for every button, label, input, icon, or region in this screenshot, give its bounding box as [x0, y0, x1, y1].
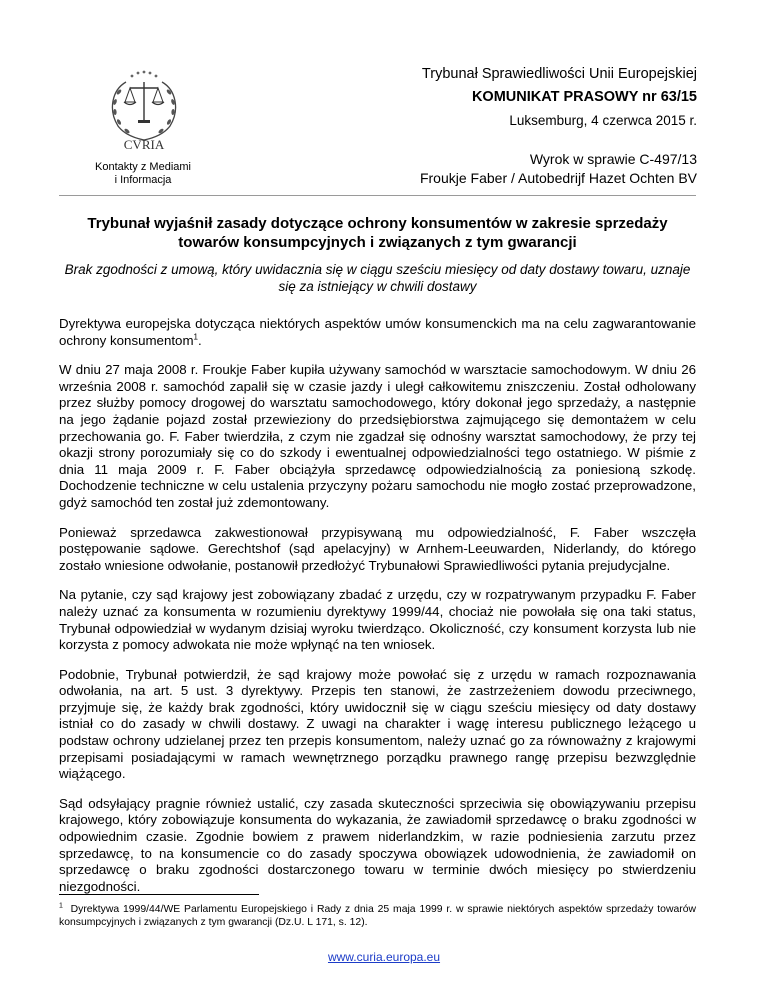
footnote-ref: 1	[193, 332, 198, 342]
case-parties: Froukje Faber / Autobedrijf Hazet Ochten BV	[419, 170, 697, 186]
headline: Trybunał wyjaśnił zasady dotyczące ochrony konsumentów w zakresie sprzedaży towarów konsumpcyjnych i związanych z tym gwarancji	[87, 215, 668, 251]
curia-logo	[86, 62, 202, 158]
paragraph-6: Sąd odsyłający pragnie również ustalić, czy zasada skuteczności sprzeciwia się obowiązywaniu przepisu krajowego, który zobowiązuje konsumenta do wykazania, że zawiadomił sprzedawcę o braku zgodności w odpowiednim czasie. Zgodnie bowiem z prawem niderlandzkim, w razie podniesienia zarzutu przez sprzedawcę, to na konsumencie co do zasady spoczywa obowiązek udowodnienia, że zawiadomił on sprzedawcę o braku zgodności dostarczonego towaru w terminie dwóch miesięcy po stwierdzeniu niezgodności.	[59, 795, 696, 894]
contacts-label	[58, 161, 228, 187]
paragraph-1-end: .	[197, 332, 202, 348]
footnote-mark: 1	[59, 902, 63, 910]
paragraph-4: Na pytanie, czy sąd krajowy jest zobowiązany zbadać z urzędu, czy w rozpatrywanym przypadku F. Faber należy uznać za konsumenta w rozumieniu dyrektywy 1999/44, chociaż nie powołała się ona taki status, Trybunał odpowiedział w wydanym dzisiaj wyroku twierdząco. Okoliczność, czy konsument korzysta lub nie korzysta z pomocy adwokata nie może wpłynąć na ten wniosek.	[59, 587, 696, 653]
paragraph-1	[59, 316, 696, 349]
article-body	[59, 316, 696, 908]
paragraph-5: Podobnie, Trybunał potwierdził, że sąd krajowy może powołać się z urzędu w ramach rozpoznawania odwołania, na art. 5 ust. 3 dyrektywy. Przepis ten stanowi, że zastrzeżeniem dowodu przeciwnego, przyjmuje się, że każdy brak zgodności, który uwidocznił się w ciągu sześciu miesięcy od daty dostawy istniał co do zasady w chwili dostawy. Z uwagi na charakter i wagę interesu publicznego leżącego u podstaw ochrony udzielanej przez ten przepis konsumentom, należy uznać go za równoważny z krajowymi przepisami posiadającymi w ramach wewnętrznego porządku prawnego rangę przepisu bezwzględnie wiążącego.	[59, 666, 696, 782]
header-divider	[59, 195, 696, 196]
footnote-divider	[59, 894, 259, 895]
logo-text: CVRIA	[123, 137, 165, 152]
footnote	[59, 903, 696, 929]
curia-website-link[interactable]: www.curia.europa.eu	[327, 950, 441, 964]
paragraph-1-text: Dyrektywa europejska dotycząca niektórych aspektów umów konsumenckich ma na celu zagwarantowanie ochrony konsumentom	[59, 316, 696, 348]
paragraph-3: Ponieważ sprzedawca zakwestionował przypisywaną mu odpowiedzialność, F. Faber wszczęła postępowanie sądowe. Gerechtshof (sąd apelacyjny) w Arnhem-Leeuwarden, Niderlandy, do którego zostało wniesione odwołanie, postanowił przedłożyć Trybunałowi Sprawiedliwości pytania prejudycjalne.	[59, 524, 696, 573]
judgment-reference: Wyrok w sprawie C-497/13	[529, 151, 697, 167]
place-date: Luksemburg, 4 czerwca 2015 r.	[509, 113, 697, 128]
footnote-text: Dyrektywa 1999/44/WE Parlamentu Europejskiego i Rady z dnia 25 maja 1999 r. w sprawie niektórych aspektów sprzedaży towarów konsumpcyjnych i związanych z tym gwarancji (Dz.U. L 171, s. 12).	[59, 904, 696, 928]
subheadline: Brak zgodności z umową, który uwidacznia się w ciągu sześciu miesięcy od daty dostawy towaru, uznaje się za istniejący w chwili dostawy	[64, 262, 691, 294]
contacts-line-1: Kontakty z Mediami	[95, 161, 191, 173]
paragraph-2: W dniu 27 maja 2008 r. Froukje Faber kupiła używany samochód w warsztacie samochodowym. W dniu 26 września 2008 r. samochód zapalił się w czasie jazdy i uległ całkowitemu zniszczeniu. Został odholowany przez służby pomocy drogowej do warsztatu samochodowego, który dokonał jego sprzedaży, a następnie na jego żądanie pojazd został przewieziony do przedsiębiorstwa zajmującego się demontażem w celu przechowania go. F. Faber twierdziła, z czym nie zgadzał się odnośny warsztat samochodowy, że przy tej okazji strony porozumiały się co do szkody i ewentualnej odpowiedzialności tego ostatniego. W piśmie z dnia 11 maja 2009 r. F. Faber obciążyła sprzedawcę odpowiedzialnością za poniesioną szkodę. Dochodzenie techniczne w celu ustalenia przyczyny pożaru samochodu nie mogło zostać przeprowadzone, gdyż samochód ten został już zdemontowany.	[59, 362, 696, 510]
contacts-line-2: i Informacja	[114, 174, 172, 186]
press-release-title: KOMUNIKAT PRASOWY nr 63/15	[471, 89, 697, 105]
footer	[0, 950, 768, 964]
institution-name: Trybunał Sprawiedliwości Unii Europejskiej	[421, 66, 697, 82]
